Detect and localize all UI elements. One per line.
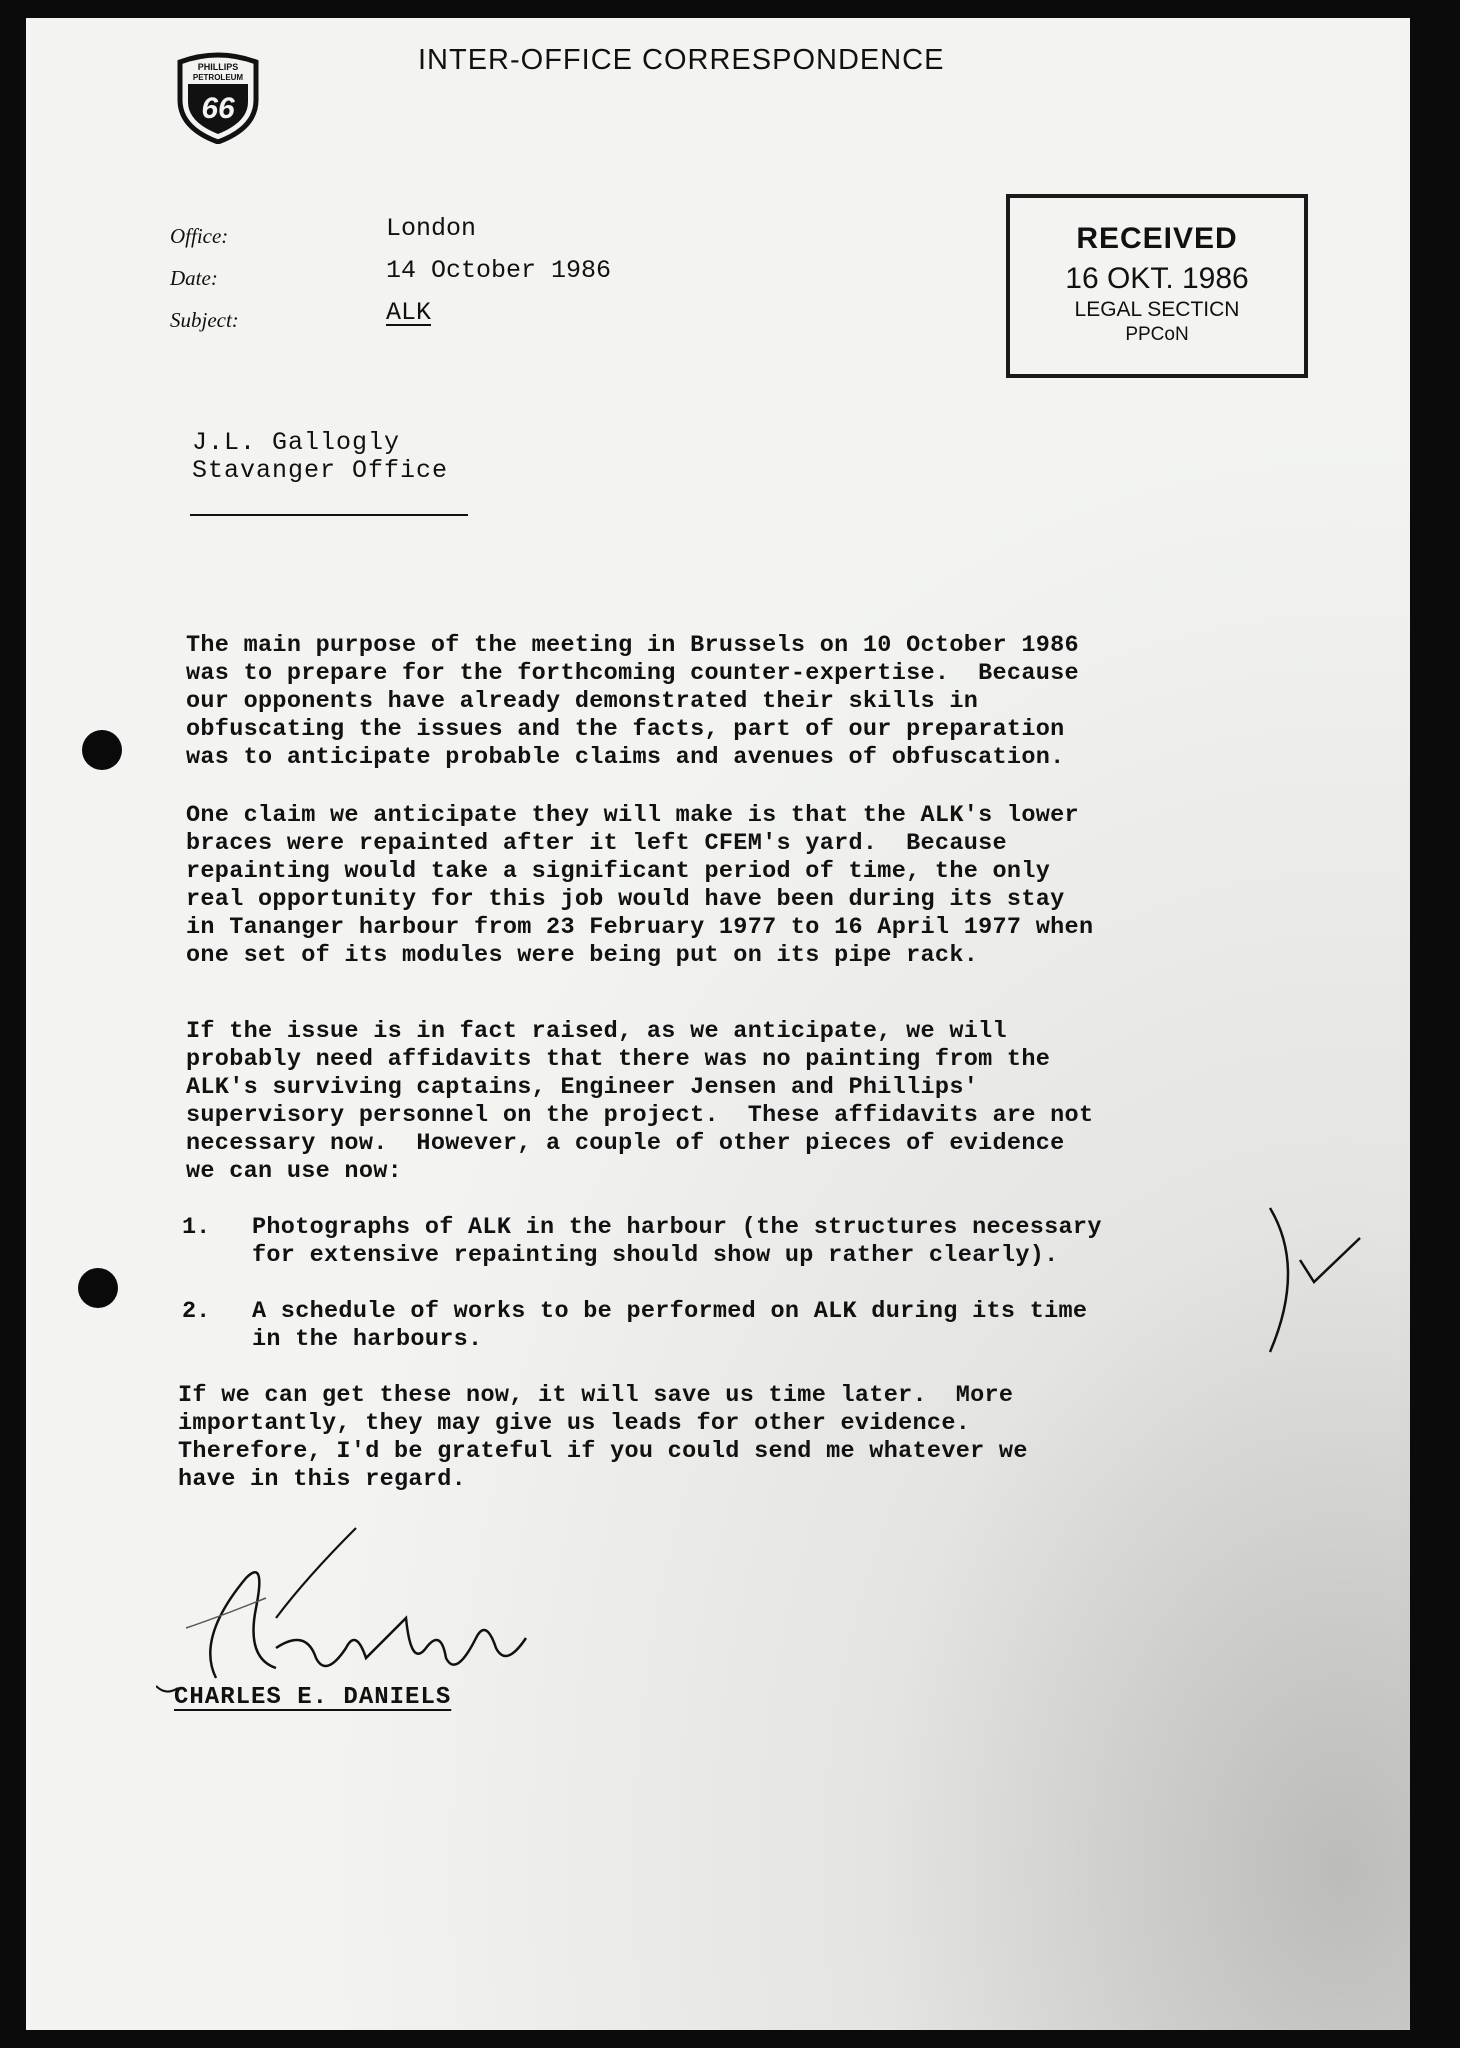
paragraph-line: necessary now. However, a couple of other pieces of evidence	[186, 1130, 1065, 1157]
paragraph-line: braces were repainted after it left CFEM's yard. Because	[186, 830, 1007, 857]
paragraph-line: real opportunity for this job would have been during its stay	[186, 886, 1065, 913]
subject-label: Subject:	[170, 308, 239, 332]
paragraph-line: in Tananger harbour from 23 February 1977 to 16 April 1977 when	[186, 914, 1094, 941]
subject-value: ALK	[386, 298, 432, 327]
paragraph-line: repainting would take a significant period of time, the only	[186, 858, 1051, 885]
svg-text:66: 66	[201, 92, 235, 125]
list-item-number: 1.	[182, 1214, 211, 1241]
signatory-name: CHARLES E. DANIELS	[174, 1684, 452, 1711]
paragraph-line: our opponents have already demonstrated their skills in	[186, 688, 979, 715]
list-item	[252, 1214, 1102, 1270]
date-value: 14 October 1986	[386, 256, 612, 285]
paragraph-line: have in this regard.	[178, 1466, 467, 1493]
paragraph-line: One claim we anticipate they will make is that the ALK's lower	[186, 802, 1079, 829]
paragraph-line: obfuscating the issues and the facts, part of our preparation	[186, 716, 1065, 743]
paragraph-3	[186, 1018, 1306, 1186]
stamp-section: LEGAL SECTICN	[1074, 298, 1240, 321]
list-item-line: A schedule of works to be performed on ALK during its time	[252, 1298, 1088, 1325]
office-label: Office:	[170, 224, 229, 248]
list-item-line: Photographs of ALK in the harbour (the structures necessary	[252, 1214, 1102, 1241]
paragraph-1	[186, 632, 1306, 772]
date-label: Date:	[170, 266, 218, 290]
paragraph-line: we can use now:	[186, 1158, 403, 1185]
list-item-line: for extensive repainting should show up rather clearly).	[252, 1242, 1059, 1269]
recipient-divider	[190, 514, 468, 516]
paragraph-line: Therefore, I'd be grateful if you could send me whatever we	[178, 1438, 1028, 1465]
paragraph-line: supervisory personnel on the project. These affidavits are not	[186, 1102, 1094, 1129]
punch-hole	[82, 730, 122, 770]
paragraph-4	[178, 1382, 1298, 1494]
punch-hole	[78, 1268, 118, 1308]
memo-page	[26, 18, 1410, 2030]
list-item-line: in the harbours.	[252, 1326, 483, 1353]
paragraph-line: was to anticipate probable claims and avenues of obfuscation.	[186, 744, 1065, 771]
handwritten-signature	[156, 1518, 556, 1698]
paragraph-line: probably need affidavits that there was no painting from the	[186, 1046, 1051, 1073]
paragraph-line: If the issue is in fact raised, as we anticipate, we will	[186, 1018, 1007, 1045]
recipient-office: Stavanger Office	[192, 456, 449, 485]
paragraph-line: one set of its modules were being put on its pipe rack.	[186, 942, 979, 969]
recipient-name: J.L. Gallogly	[192, 428, 401, 457]
phillips-66-logo	[170, 48, 266, 144]
stamp-date: 16 OKT. 1986	[1065, 262, 1249, 295]
paragraph-line: If we can get these now, it will save us time later. More	[178, 1382, 1014, 1409]
received-stamp	[1006, 194, 1308, 378]
paragraph-2	[186, 802, 1306, 970]
svg-text:PETROLEUM: PETROLEUM	[192, 73, 244, 82]
office-value: London	[386, 214, 477, 243]
paragraph-line: ALK's surviving captains, Engineer Jensen and Phillips'	[186, 1074, 979, 1101]
list-item	[252, 1298, 1087, 1354]
list-item-number: 2.	[182, 1298, 211, 1325]
paragraph-line: The main purpose of the meeting in Brussels on 10 October 1986	[186, 632, 1079, 659]
document-title: INTER-OFFICE CORRESPONDENCE	[418, 44, 945, 76]
svg-text:PHILLIPS: PHILLIPS	[197, 62, 239, 72]
paragraph-line: was to prepare for the forthcoming counter-expertise. Because	[186, 660, 1079, 687]
stamp-org: PPCoN	[1125, 324, 1189, 345]
stamp-received-text: RECEIVED	[1076, 222, 1238, 255]
paragraph-line: importantly, they may give us leads for other evidence.	[178, 1410, 971, 1437]
handwritten-checkmark-icon	[1266, 1198, 1386, 1358]
